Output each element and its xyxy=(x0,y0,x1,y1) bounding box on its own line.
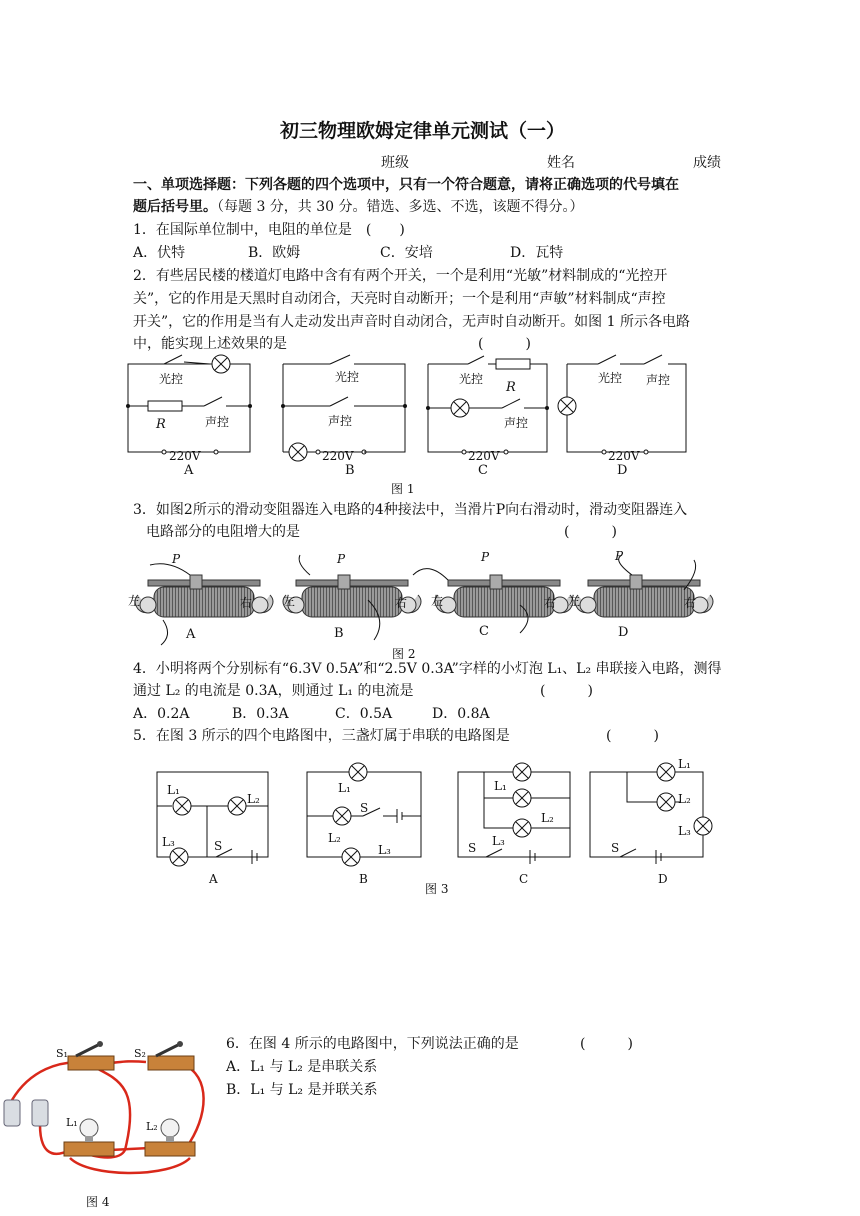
fig4-s1-label: S₁ xyxy=(56,1047,68,1060)
fig1-caption: 图 1 xyxy=(391,482,415,496)
q4-line-2: 通过 L₂ 的电流是 0.3A，则通过 L₁ 的电流是 xyxy=(133,683,414,699)
q3-line-2: 电路部分的电阻增大的是 xyxy=(146,524,300,540)
fig2a-letter: A xyxy=(186,627,196,642)
section-heading-cont: 题后括号里。 xyxy=(133,199,217,215)
section-note: （每题 3 分，共 30 分。错选、多选、不选，该题不得分。） xyxy=(217,199,584,215)
fig1b-letter: B xyxy=(345,463,355,478)
fig1c-voltage: 220V xyxy=(468,449,500,463)
fig3d-s: S xyxy=(611,841,620,855)
q4-option-b: B．0.3A xyxy=(232,706,289,722)
q4-option-a: A．0.2A xyxy=(133,706,190,722)
battery-pack xyxy=(4,1100,48,1126)
fig4-caption: 图 4 xyxy=(86,1195,110,1209)
fig3b-l1: L₁ xyxy=(338,781,351,795)
fig2c-letter: C xyxy=(479,624,489,639)
fig2b-right-label: 右 xyxy=(395,596,408,610)
class-label: 班级 xyxy=(381,155,409,171)
fig4-wire-bottom xyxy=(70,1158,190,1173)
fig3c-letter: C xyxy=(519,872,529,886)
switch-s2 xyxy=(148,1041,194,1070)
fig3b-l3: L₃ xyxy=(378,843,391,857)
q1-option-c: C．安培 xyxy=(380,245,433,261)
q2-line-4: 中，能实现上述效果的是 xyxy=(133,336,287,352)
fig3b-s: S xyxy=(360,801,369,815)
name-label: 姓名 xyxy=(547,155,575,171)
fig3c-l1: L₁ xyxy=(494,779,507,793)
page-title: 初三物理欧姆定律单元测试（一） xyxy=(280,120,566,142)
fig3d-letter: D xyxy=(658,872,668,886)
q6-answer-paren: ( ) xyxy=(580,1036,633,1052)
q4-option-d: D．0.8A xyxy=(432,706,490,722)
fig1c-letter: C xyxy=(478,463,488,478)
q4-answer-paren: ( ) xyxy=(540,683,593,699)
fig3a-s: S xyxy=(214,839,223,853)
fig2d-right-label: 右 xyxy=(684,596,697,610)
fig1b-voltage: 220V xyxy=(322,449,354,463)
fig3a-l1: L₁ xyxy=(167,783,180,797)
fig4-wire-l1-l2 xyxy=(110,1148,150,1150)
fig1b-sound-label: 声控 xyxy=(328,414,353,428)
fig2a-p-label: P xyxy=(172,552,181,566)
score-label: 成绩 xyxy=(693,155,721,171)
q6-stem: 6．在图 4 所示的电路图中，下列说法正确的是 xyxy=(226,1036,519,1052)
fig1d-light-label: 光控 xyxy=(598,371,623,385)
fig1a-voltage: 220V xyxy=(169,449,201,463)
fig1a-light-label: 光控 xyxy=(159,372,184,386)
fig2d-letter: D xyxy=(618,625,629,640)
fig2d-left-label: 左 xyxy=(568,594,581,608)
fig1d-voltage: 220V xyxy=(608,449,640,463)
q6-option-a: A．L₁ 与 L₂ 是串联关系 xyxy=(226,1059,378,1075)
fig2-caption: 图 2 xyxy=(392,647,416,661)
fig2c-p-label: P xyxy=(481,550,490,564)
fig1a-r-label: R xyxy=(156,417,166,432)
fig3b-l2: L₂ xyxy=(328,831,341,845)
fig1b-light-label: 光控 xyxy=(335,370,360,384)
fig1d-letter: D xyxy=(617,463,628,478)
q2-line-1: 2．有些居民楼的楼道灯电路中含有有两个开关，一个是利用“光敏”材料制成的“光控开 xyxy=(133,268,668,284)
fig1c-light-label: 光控 xyxy=(459,372,484,386)
fig2a-left-label: 左 xyxy=(128,594,141,608)
fig3a-l3: L₃ xyxy=(162,835,175,849)
fig3c-l2: L₂ xyxy=(541,811,554,825)
q5-answer-paren: ( ) xyxy=(606,728,659,744)
q1-option-b: B．欧姆 xyxy=(248,245,301,261)
q1-option-d: D．瓦特 xyxy=(510,245,564,261)
q2-line-2: 关”，它的作用是天黑时自动闭合，天亮时自动断开；一个是利用“声敏”材料制成“声控 xyxy=(133,291,666,307)
fig3a-letter: A xyxy=(209,872,218,886)
switch-s1 xyxy=(68,1041,114,1070)
q4-option-c: C．0.5A xyxy=(335,706,393,722)
fig3-caption: 图 3 xyxy=(425,882,449,896)
fig2c-right-label: 右 xyxy=(544,596,557,610)
fig1c-sound-label: 声控 xyxy=(504,416,529,430)
fig1d-sound-label: 声控 xyxy=(646,373,671,387)
q4-line-1: 4．小明将两个分别标有“6.3V 0.5A”和“2.5V 0.3A”字样的小灯泡 L₁、L₂ 串联接入电路，测得 xyxy=(133,661,722,677)
fig3a-l2: L₂ xyxy=(247,792,260,806)
q1-option-a: A．伏特 xyxy=(133,245,186,261)
fig4-l1-label: L₁ xyxy=(66,1116,78,1129)
fig4-l2-label: L₂ xyxy=(146,1120,158,1133)
section-heading: 一、单项选择题：下列各题的四个选项中，只有一个符合题意，请将正确选项的代号填在 xyxy=(133,177,679,193)
q3-line-1: 3．如图2所示的滑动变阻器连入电路的4种接法中，当滑片P向右滑动时，滑动变阻器连入 xyxy=(133,502,688,518)
fig4-s2-label: S₂ xyxy=(134,1047,146,1060)
fig2c-left-label: 左 xyxy=(431,594,444,608)
fig2b-p-label: P xyxy=(337,552,346,566)
q2-line-3: 开关”，它的作用是当有人走动发出声音时自动闭合，无声时自动断开。如图 1 所示各电路 xyxy=(133,314,690,330)
fig1c-r-label: R xyxy=(506,380,516,395)
q3-answer-paren: ( ) xyxy=(564,524,617,540)
fig3d-l2: L₂ xyxy=(678,792,691,806)
q5-stem: 5．在图 3 所示的四个电路图中，三盏灯属于串联的电路图是 xyxy=(133,728,510,744)
fig3c-s: S xyxy=(468,841,477,855)
fig3d-l1: L₁ xyxy=(678,757,691,771)
fig3b-letter: B xyxy=(359,872,368,886)
fig1a-letter: A xyxy=(184,463,194,478)
fig2a-right-label: 右 xyxy=(240,596,253,610)
q6-option-b: B．L₁ 与 L₂ 是并联关系 xyxy=(226,1082,378,1098)
q1-stem: 1．在国际单位制中，电阻的单位是 ( ) xyxy=(133,222,405,238)
q2-answer-paren: ( ) xyxy=(478,336,531,352)
fig2b-left-label: 左 xyxy=(283,594,296,608)
fig2b-letter: B xyxy=(334,626,344,641)
fig4-wire-s2-l2 xyxy=(176,1062,204,1142)
fig3c-l3: L₃ xyxy=(492,834,505,848)
fig3d-l3: L₃ xyxy=(678,824,691,838)
fig2d-p-label: P xyxy=(615,549,624,563)
fig1a-sound-label: 声控 xyxy=(205,415,230,429)
